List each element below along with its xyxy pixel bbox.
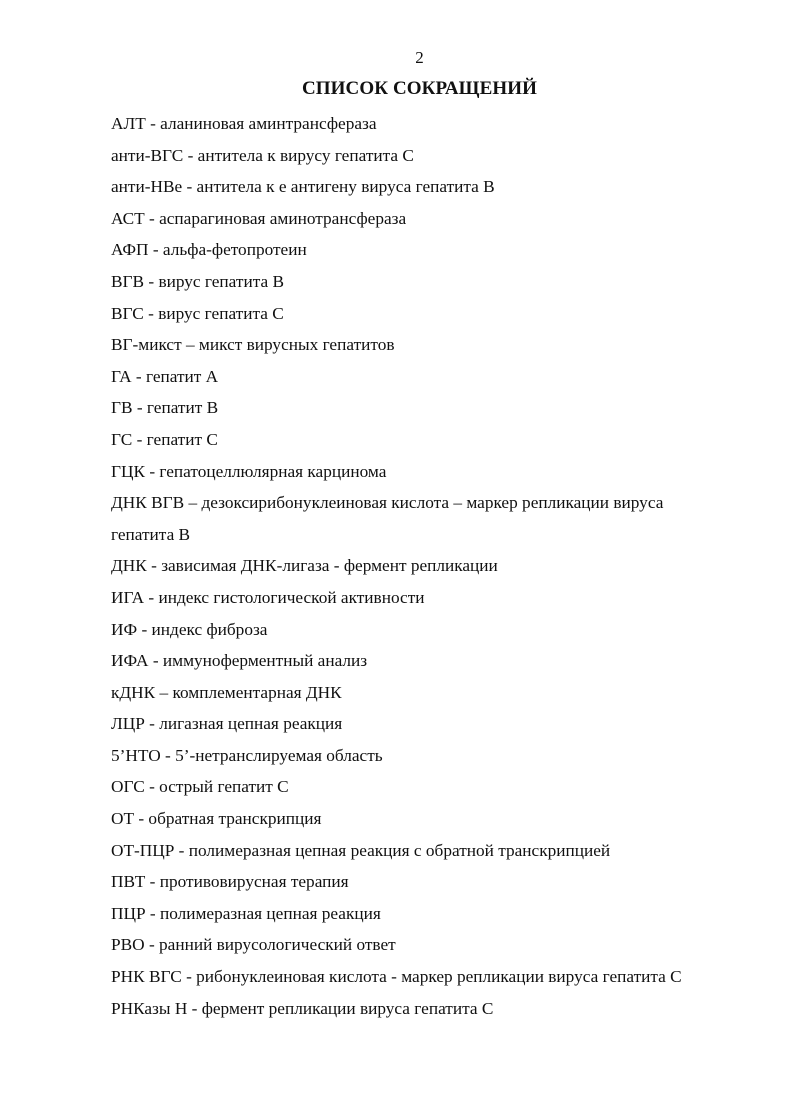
list-item: АЛТ - аланиновая аминтрансфераза [111, 114, 377, 133]
list-item: ДНК - зависимая ДНК-лигаза - фермент репликации [111, 556, 498, 576]
list-item: ГЦК - гепатоцеллюлярная карцинома [111, 461, 387, 481]
list-item: ОТ - обратная транскрипция [111, 809, 322, 829]
list-item: РВО - ранний вирусологический ответ [111, 935, 396, 955]
page-number: 2 [415, 48, 424, 67]
list-item-continuation: гепатита В [111, 524, 191, 544]
list-item: ЛЦР - лигазная цепная реакция [111, 714, 343, 734]
list-item: АФП - альфа-фетопротеин [111, 240, 307, 260]
list-item: ГС - гепатит С [111, 429, 218, 449]
list-item: АСТ - аспарагиновая аминотрансфераза [111, 208, 407, 228]
list-item: ВГ-микст – микст вирусных гепатитов [111, 335, 395, 355]
list-item: 5’НТО - 5’-нетранслируемая область [111, 745, 383, 765]
list-item: анти-НВе - антитела к е антигену вируса гепатита В [111, 177, 495, 197]
list-item: ИФА - иммуноферментный анализ [111, 651, 368, 671]
list-item: ОГС - острый гепатит С [111, 777, 289, 797]
list-item: ДНК ВГВ – дезоксирибонуклеиновая кислота – маркер репликации вируса [111, 493, 664, 513]
list-item: ПЦР - полимеразная цепная реакция [111, 903, 381, 923]
list-item: ИГА - индекс гистологической активности [111, 587, 425, 607]
list-item: ИФ - индекс фиброза [111, 619, 268, 639]
list-item: ГВ - гепатит В [111, 398, 219, 418]
list-item: ОТ-ПЦР - полимеразная цепная реакция с обратной транскрипцией [111, 840, 611, 860]
list-item: анти-ВГС - антитела к вирусу гепатита С [111, 145, 414, 165]
list-item: ГА - гепатит А [111, 366, 219, 386]
list-item: ВГВ - вирус гепатита В [111, 271, 284, 291]
page-title: СПИСОК СОКРАЩЕНИЙ [301, 78, 538, 99]
list-item: кДНК – комплементарная ДНК [111, 682, 342, 702]
list-item: РНК ВГС - рибонуклеиновая кислота - маркер репликации вируса гепатита С [111, 967, 682, 987]
list-item: ВГС - вирус гепатита С [111, 303, 284, 323]
abbreviation-list [111, 108, 751, 1024]
list-item: РНКазы Н - фермент репликации вируса гепатита С [111, 998, 494, 1018]
list-item: ПВТ - противовирусная терапия [111, 872, 349, 892]
